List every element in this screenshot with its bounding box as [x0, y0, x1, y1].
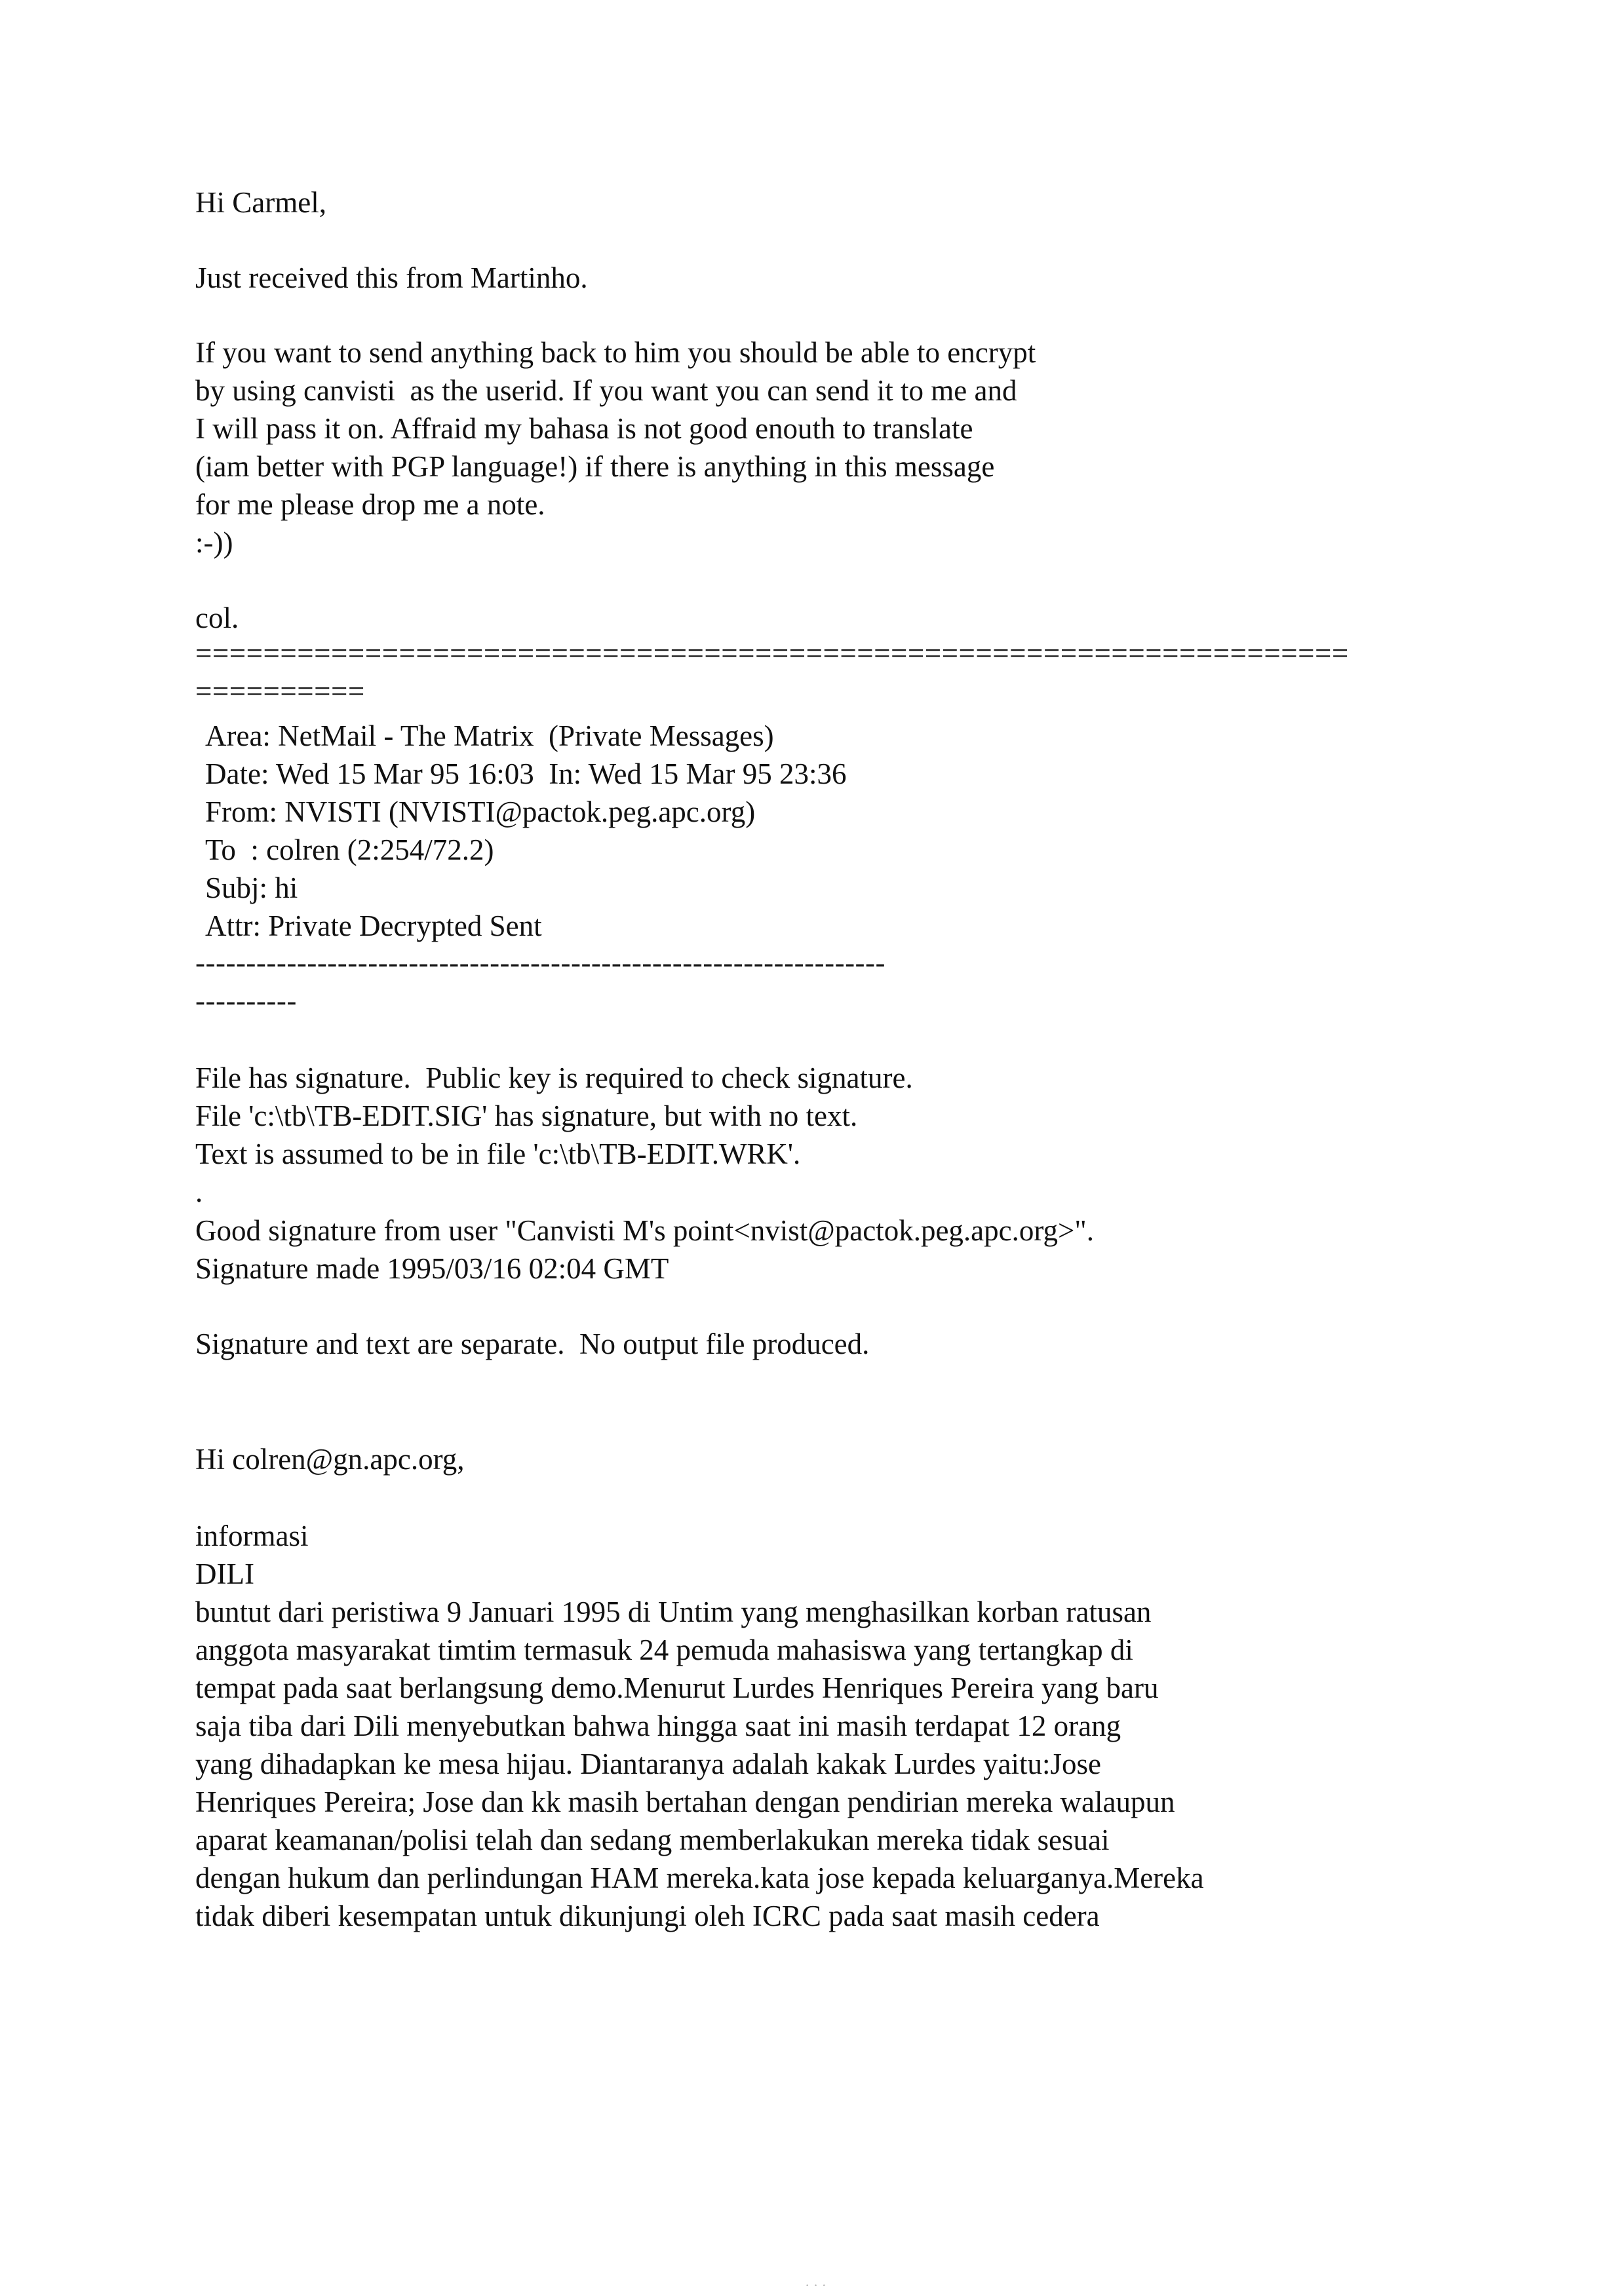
header-subject: Subj: hi [205, 871, 298, 904]
indonesian-line-7: aparat keamanan/polisi telah dan sedang memberlakukan mereka tidak sesuai [195, 1824, 1110, 1856]
double-separator-tail: ========== [195, 675, 365, 708]
indonesian-line-2: anggota masyarakat timtim termasuk 24 pemuda mahasiswa yang tertangkap di [195, 1634, 1133, 1666]
single-separator: -------------------------------------------------------------------- [195, 946, 886, 979]
body-line-2: by using canvisti as the userid. If you want you can send it to me and [195, 374, 1017, 407]
emoticon-line: :-)) [195, 526, 233, 559]
signature-separate-note: Signature and text are separate. No output file produced. [195, 1328, 870, 1360]
body-line-4: (iam better with PGP language!) if there is anything in this message [195, 450, 995, 483]
sign-off: col. [195, 602, 239, 634]
header-attr: Attr: Private Decrypted Sent [205, 909, 542, 942]
scan-artifact-mark: · · · [805, 2277, 827, 2293]
indonesian-line-4: saja tiba dari Dili menyebutkan bahwa hingga saat ini masih terdapat 12 orang [195, 1710, 1121, 1742]
header-from: From: NVISTI (NVISTI@pactok.peg.apc.org) [205, 795, 756, 828]
good-signature-line: Good signature from user "Canvisti M's point<nvist@pactok.peg.apc.org>". [195, 1214, 1095, 1247]
single-separator-tail: ---------- [195, 984, 297, 1017]
header-area: Area: NetMail - The Matrix (Private Messages) [205, 719, 774, 752]
indonesian-line-3: tempat pada saat berlangsung demo.Menurut Lurdes Henriques Pereira yang baru [195, 1672, 1159, 1704]
pgp-line-3: Text is assumed to be in file 'c:\tb\TB-EDIT.WRK'. [195, 1138, 801, 1170]
double-separator: ==================================================================== [195, 637, 1349, 670]
info-label: informasi [195, 1520, 309, 1552]
greeting: Hi Carmel, [195, 186, 326, 219]
header-to: To : colren (2:254/72.2) [205, 833, 494, 866]
pgp-dot: . [195, 1176, 203, 1208]
body-line-1: If you want to send anything back to him you should be able to encrypt [195, 336, 1036, 369]
intro-line: Just received this from Martinho. [195, 261, 588, 294]
indonesian-line-6: Henriques Pereira; Jose dan kk masih bertahan dengan pendirian mereka walaupun [195, 1786, 1175, 1818]
header-date: Date: Wed 15 Mar 95 16:03 In: Wed 15 Mar 95 23:36 [205, 757, 847, 790]
indonesian-line-5: yang dihadapkan ke mesa hijau. Diantaranya adalah kakak Lurdes yaitu:Jose [195, 1748, 1101, 1780]
body-line-3: I will pass it on. Affraid my bahasa is not good enouth to translate [195, 412, 973, 445]
indonesian-line-8: dengan hukum dan perlindungan HAM mereka.kata jose kepada keluarganya.Mereka [195, 1862, 1204, 1894]
second-greeting: Hi colren@gn.apc.org, [195, 1443, 465, 1476]
indonesian-line-9: tidak diberi kesempatan untuk dikunjungi oleh ICRC pada saat masih cedera [195, 1900, 1100, 1932]
indonesian-line-1: buntut dari peristiwa 9 Januari 1995 di Untim yang menghasilkan korban ratusan [195, 1596, 1152, 1628]
pgp-line-2: File 'c:\tb\TB-EDIT.SIG' has signature, but with no text. [195, 1100, 858, 1132]
body-line-5: for me please drop me a note. [195, 488, 545, 521]
signature-date-line: Signature made 1995/03/16 02:04 GMT [195, 1252, 669, 1285]
pgp-line-1: File has signature. Public key is required to check signature. [195, 1062, 913, 1094]
place-label: DILI [195, 1558, 254, 1590]
